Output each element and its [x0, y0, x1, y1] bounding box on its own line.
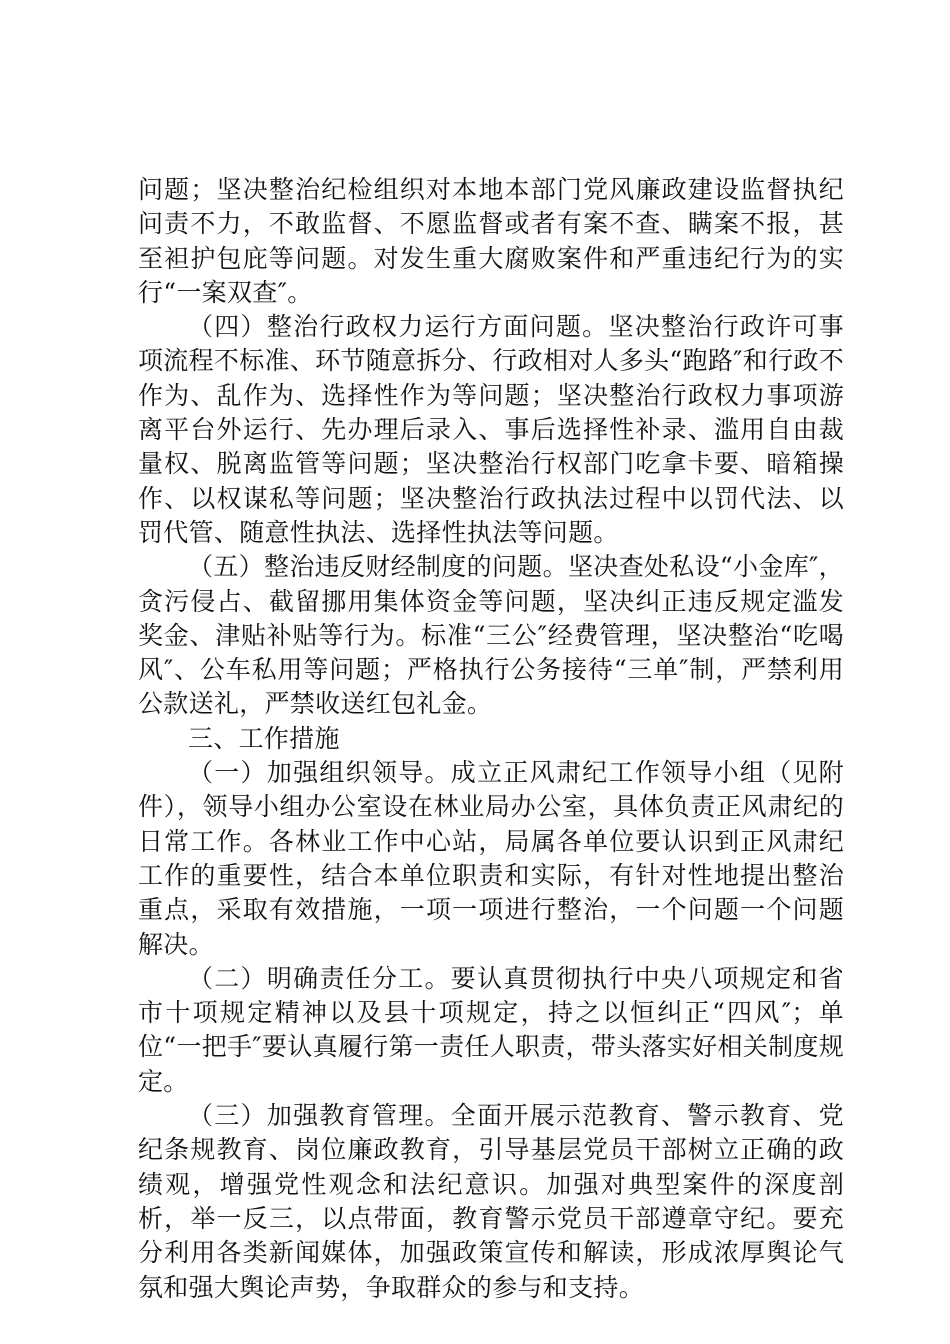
paragraph-measure-2: （二）明确责任分工。要认真贯彻执行中央八项规定和省市十项规定精神以及县十项规定，持之以恒纠正“四风″；单位“一把手″要认真履行第一责任人职责，带头落实好相关制度规定。 — [138, 963, 844, 1096]
paragraph-item-4: （四）整治行政权力运行方面问题。坚决整治行政许可事项流程不标准、环节随意拆分、行政相对人多头“跑路″和行政不作为、乱作为、选择性作为等问题；坚决整治行政权力事项游离平台外运行、先办理后录入、事后选择性补录、滥用自由裁量权、脱离监管等问题；坚决整治行权部门吃拿卡要、暗箱操作、以权谋私等问题；坚决整治行政执法过程中以罚代法、以罚代管、随意性执法、选择性执法等问题。 — [138, 312, 844, 547]
document-body — [138, 173, 844, 1305]
paragraph-measure-1: （一）加强组织领导。成立正风肃纪工作领导小组（见附件），领导小组办公室设在林业局办公室，具体负责正风肃纪的日常工作。各林业工作中心站，局属各单位要认识到正风肃纪工作的重要性，结合本单位职责和实际，有针对性地提出整治重点，采取有效措施，一项一项进行整治，一个问题一个问题解决。 — [138, 758, 844, 959]
paragraph-continuation: 问题；坚决整治纪检组织对本地本部门党风廉政建设监督执纪问责不力，不敢监督、不愿监督或者有案不查、瞒案不报，甚至袒护包庇等问题。对发生重大腐败案件和严重违纪行为的实行“一案双查″。 — [138, 175, 844, 307]
paragraph-item-5: （五）整治违反财经制度的问题。坚决查处私设“小金库″，贪污侵占、截留挪用集体资金等问题，坚决纠正违反规定滥发奖金、津贴补贴等行为。标准“三公″经费管理，坚决整治“吃喝风″、公车私用等问题；严格执行公务接待“三单″制，严禁利用公款送礼，严禁收送红包礼金。 — [138, 552, 844, 719]
section-heading-3: 三、工作措施 — [188, 723, 340, 753]
paragraph-measure-3: （三）加强教育管理。全面开展示范教育、警示教育、党纪条规教育、岗位廉政教育，引导基层党员干部树立正确的政绩观，增强党性观念和法纪意识。加强对典型案件的深度剖析，举一反三，以点带面，教育警示党员干部遵章守纪。要充分利用各类新闻媒体，加强政策宣传和解读，形成浓厚舆论气氛和强大舆论声势，争取群众的参与和支持。 — [138, 1101, 844, 1302]
